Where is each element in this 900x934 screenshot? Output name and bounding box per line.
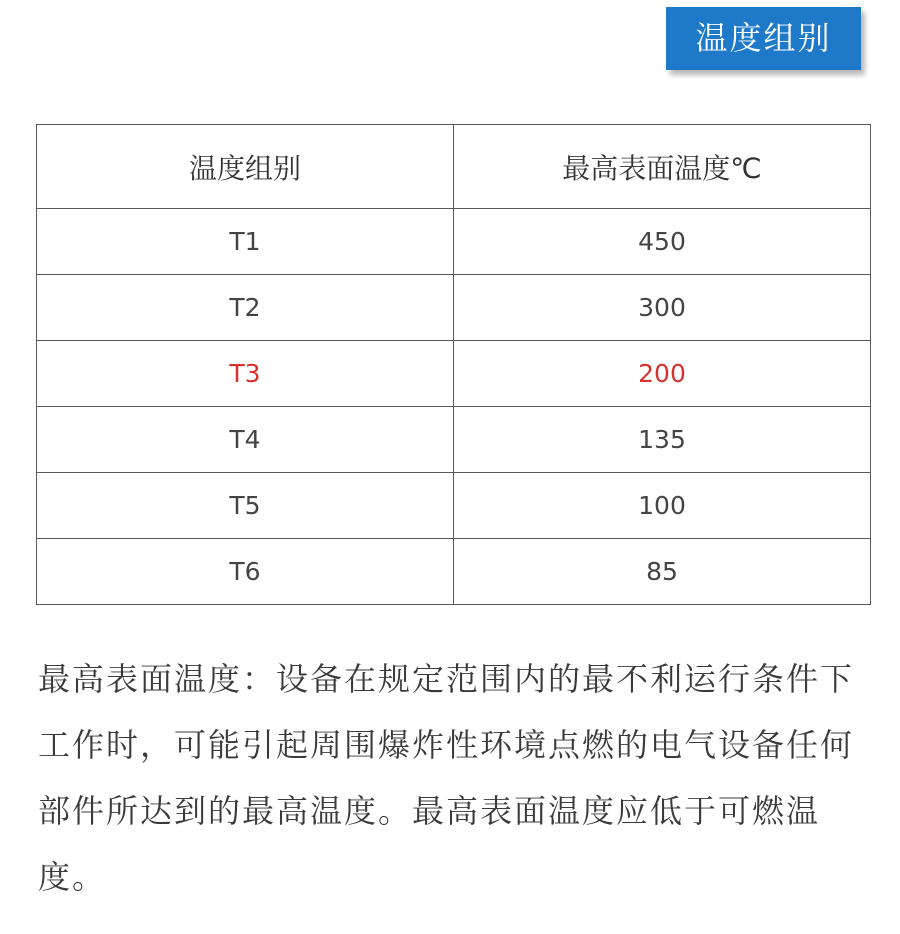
cell-group: T5	[37, 473, 454, 539]
temperature-group-table	[36, 124, 871, 605]
cell-temperature: 450	[454, 209, 871, 275]
cell-group: T1	[37, 209, 454, 275]
table-row	[37, 275, 871, 341]
cell-temperature: 100	[454, 473, 871, 539]
table-row	[37, 209, 871, 275]
header-temperature-group: 温度组别	[37, 125, 454, 209]
header-max-surface-temperature: 最高表面温度℃	[454, 125, 871, 209]
description-paragraph: 最高表面温度：设备在规定范围内的最不利运行条件下工作时，可能引起周围爆炸性环境点燃的电气设备任何部件所达到的最高温度。最高表面温度应低于可燃温度。	[38, 660, 855, 896]
cell-temperature: 200	[454, 341, 871, 407]
title-badge: 温度组别	[666, 7, 861, 70]
cell-temperature: 300	[454, 275, 871, 341]
cell-group: T2	[37, 275, 454, 341]
table-row	[37, 473, 871, 539]
table-row	[37, 539, 871, 605]
table-row	[37, 407, 871, 473]
cell-temperature: 85	[454, 539, 871, 605]
cell-group: T3	[37, 341, 454, 407]
cell-group: T4	[37, 407, 454, 473]
cell-temperature: 135	[454, 407, 871, 473]
cell-group: T6	[37, 539, 454, 605]
table-header-row	[37, 125, 871, 209]
table-row-highlighted	[37, 341, 871, 407]
